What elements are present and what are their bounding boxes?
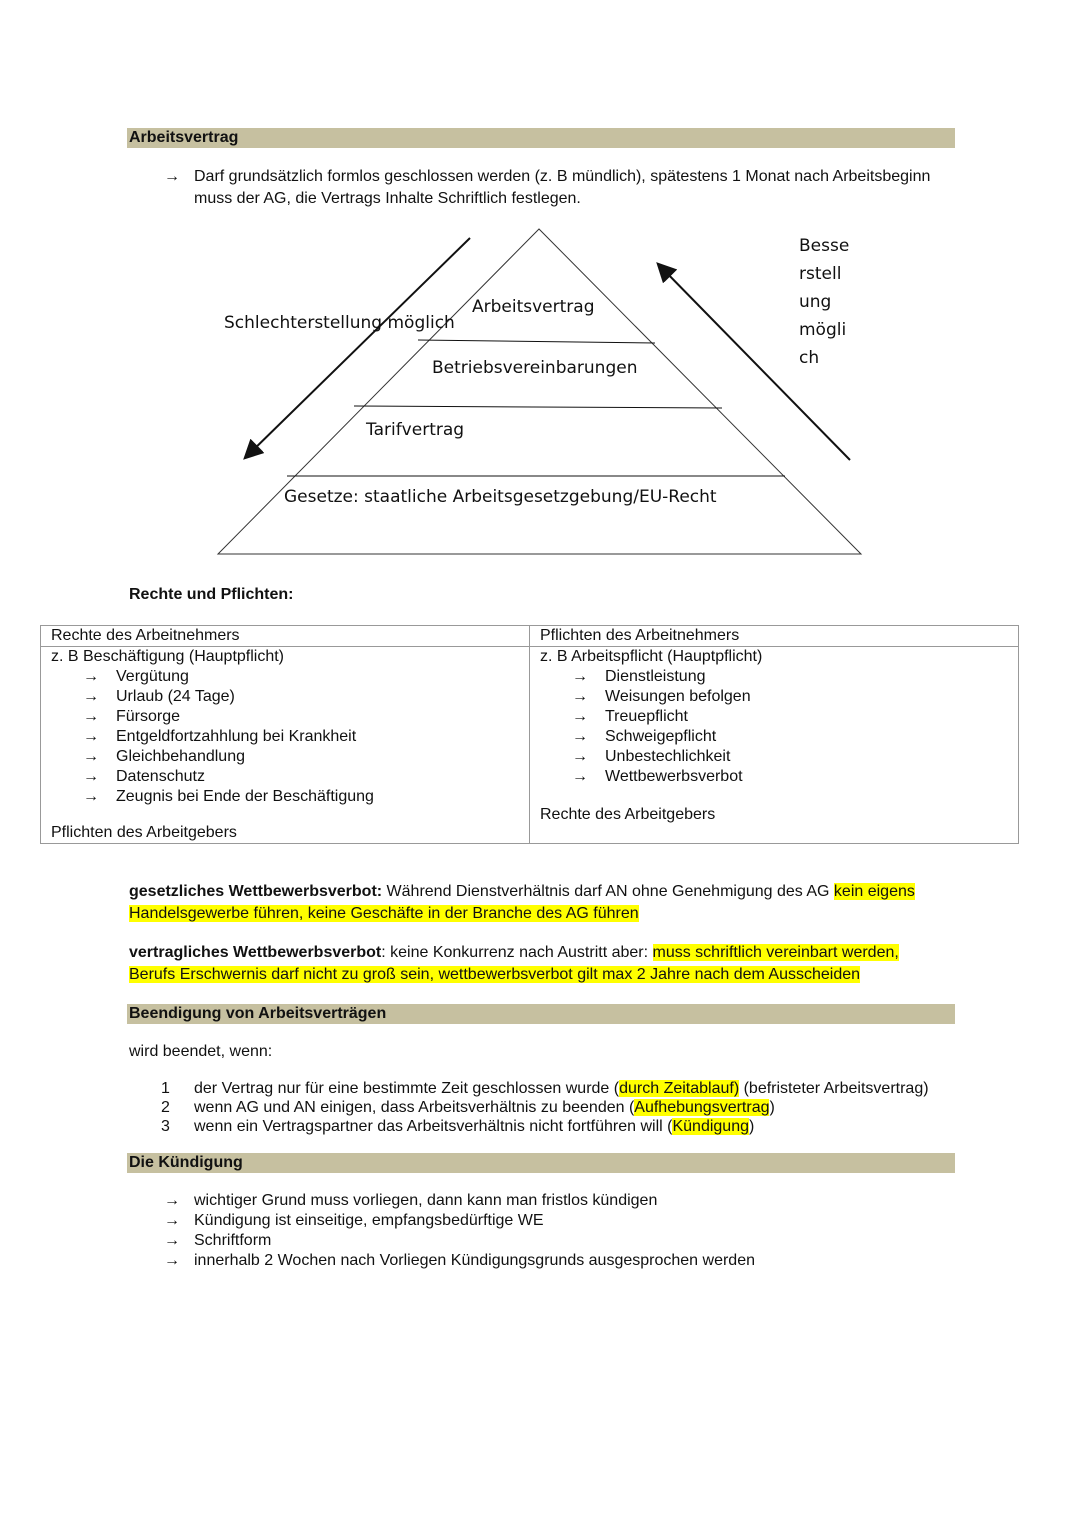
arrow-icon: → bbox=[572, 728, 588, 745]
section-header-kuendigung: Die Kündigung bbox=[127, 1153, 955, 1173]
list-item: 1 der Vertrag nur für eine bestimmte Zeit geschlossen wurde (durch Zeitablauf) (befristeter Arbeitsvertrag) bbox=[161, 1080, 929, 1097]
intro-bullet bbox=[164, 167, 964, 211]
section-header-beendigung: Beendigung von Arbeitsverträgen bbox=[127, 1004, 955, 1024]
list-item: → Treuepflicht bbox=[572, 708, 688, 725]
list-item: → Datenschutz bbox=[83, 768, 205, 785]
table-header-left: Rechte des Arbeitnehmers bbox=[41, 626, 530, 647]
right-intro: z. B Arbeitspflicht (Hauptpflicht) bbox=[540, 648, 763, 665]
arrow-icon: → bbox=[572, 708, 588, 725]
label-besserstellung-3: ung bbox=[799, 292, 832, 312]
right-footer: Rechte des Arbeitgebers bbox=[540, 806, 716, 823]
label-schlechterstellung: Schlechterstellung möglich bbox=[224, 313, 455, 333]
label-besserstellung-1: Besse bbox=[799, 236, 850, 256]
table-header-right: Pflichten des Arbeitnehmers bbox=[530, 626, 1019, 647]
intro-line-1: Darf grundsätzlich formlos geschlossen werden (z. B mündlich), spätestens 1 Monat nach Arbeitsbeginn bbox=[194, 168, 931, 185]
intro-line-2: muss der AG, die Vertrags Inhalte Schriftlich festlegen. bbox=[194, 190, 581, 207]
left-intro: z. B Beschäftigung (Hauptpflicht) bbox=[51, 648, 285, 665]
table-cell-left bbox=[41, 647, 530, 844]
arrow-icon: → bbox=[83, 748, 99, 765]
list-item: 2 wenn AG und AN einigen, dass Arbeitsverhältnis zu beenden (Aufhebungsvertrag) bbox=[161, 1099, 775, 1116]
label-besserstellung-4: mögli bbox=[799, 320, 847, 340]
arrow-icon: → bbox=[83, 728, 99, 745]
arrow-icon: → bbox=[83, 668, 99, 685]
arrow-icon: → bbox=[83, 688, 99, 705]
section-header-arbeitsvertrag: Arbeitsvertrag bbox=[127, 128, 955, 148]
arrow-icon: → bbox=[572, 668, 588, 685]
arrow-icon: → bbox=[572, 688, 588, 705]
label-besserstellung-2: rstell bbox=[799, 264, 842, 284]
vertragliches-wettbewerbsverbot: vertragliches Wettbewerbsverbot: keine Konkurrenz nach Austritt aber: muss schriftlich vereinbart werden, Berufs Erschwernis darf nicht zu groß sein, wettbewerbsverbot gilt max 2 Jahre nach dem Ausscheiden bbox=[129, 944, 899, 983]
list-item: → Schriftform bbox=[164, 1232, 272, 1249]
pyramid-divider-1 bbox=[418, 340, 655, 343]
left-footer: Pflichten des Arbeitgebers bbox=[51, 824, 237, 841]
arrow-icon: → bbox=[164, 1212, 180, 1229]
list-item: → Gleichbehandlung bbox=[83, 748, 245, 765]
gesetzliches-wettbewerbsverbot: gesetzliches Wettbewerbsverbot: Während Dienstverhältnis darf AN ohne Genehmigung des AG kein eigens Handelsgewerbe führen, keine Geschäfte in der Branche des AG führen bbox=[129, 883, 915, 922]
rights-heading: Rechte und Pflichten: bbox=[129, 586, 294, 603]
arrow-icon: → bbox=[164, 1232, 180, 1249]
level-arbeitsvertrag: Arbeitsvertrag bbox=[472, 297, 595, 317]
arrow-icon: → bbox=[164, 1252, 180, 1269]
level-betriebsvereinbarungen: Betriebsvereinbarungen bbox=[432, 358, 638, 378]
level-gesetze: Gesetze: staatliche Arbeitsgesetzgebung/EU-Recht bbox=[284, 487, 717, 507]
list-item: → Dienstleistung bbox=[572, 668, 706, 685]
arrow-icon: → bbox=[572, 768, 588, 785]
arrow-icon: → bbox=[164, 168, 180, 185]
list-item: → Urlaub (24 Tage) bbox=[83, 688, 235, 705]
list-item: → Kündigung ist einseitige, empfangsbedürftige WE bbox=[164, 1212, 544, 1229]
list-item: → Vergütung bbox=[83, 668, 189, 685]
list-item: → wichtiger Grund muss vorliegen, dann kann man fristlos kündigen bbox=[164, 1192, 658, 1209]
list-item: → Zeugnis bei Ende der Beschäftigung bbox=[83, 788, 374, 805]
pyramid-divider-2 bbox=[354, 406, 722, 408]
hierarchy-pyramid-diagram bbox=[210, 220, 870, 565]
list-item: → Schweigepflicht bbox=[572, 728, 717, 745]
beendigung-intro: wird beendet, wenn: bbox=[129, 1043, 273, 1060]
label-besserstellung-5: ch bbox=[799, 348, 820, 368]
list-item: → innerhalb 2 Wochen nach Vorliegen Kündigungsgrunds ausgesprochen werden bbox=[164, 1252, 755, 1269]
arrow-icon: → bbox=[83, 768, 99, 785]
arrow-icon: → bbox=[83, 788, 99, 805]
rights-duties-table bbox=[40, 625, 1019, 844]
arrow-icon: → bbox=[83, 708, 99, 725]
arrow-icon: → bbox=[572, 748, 588, 765]
list-item: → Entgeldfortzahhlung bei Krankheit bbox=[83, 728, 357, 745]
arrow-icon: → bbox=[164, 1192, 180, 1209]
table-cell-right bbox=[530, 647, 1019, 844]
list-item: 3 wenn ein Vertragspartner das Arbeitsverhältnis nicht fortführen will (Kündigung) bbox=[161, 1118, 755, 1135]
list-item: → Fürsorge bbox=[83, 708, 181, 725]
list-item: → Wettbewerbsverbot bbox=[572, 768, 743, 785]
level-tarifvertrag: Tarifvertrag bbox=[366, 420, 465, 440]
list-item: → Weisungen befolgen bbox=[572, 688, 751, 705]
list-item: → Unbestechlichkeit bbox=[572, 748, 731, 765]
